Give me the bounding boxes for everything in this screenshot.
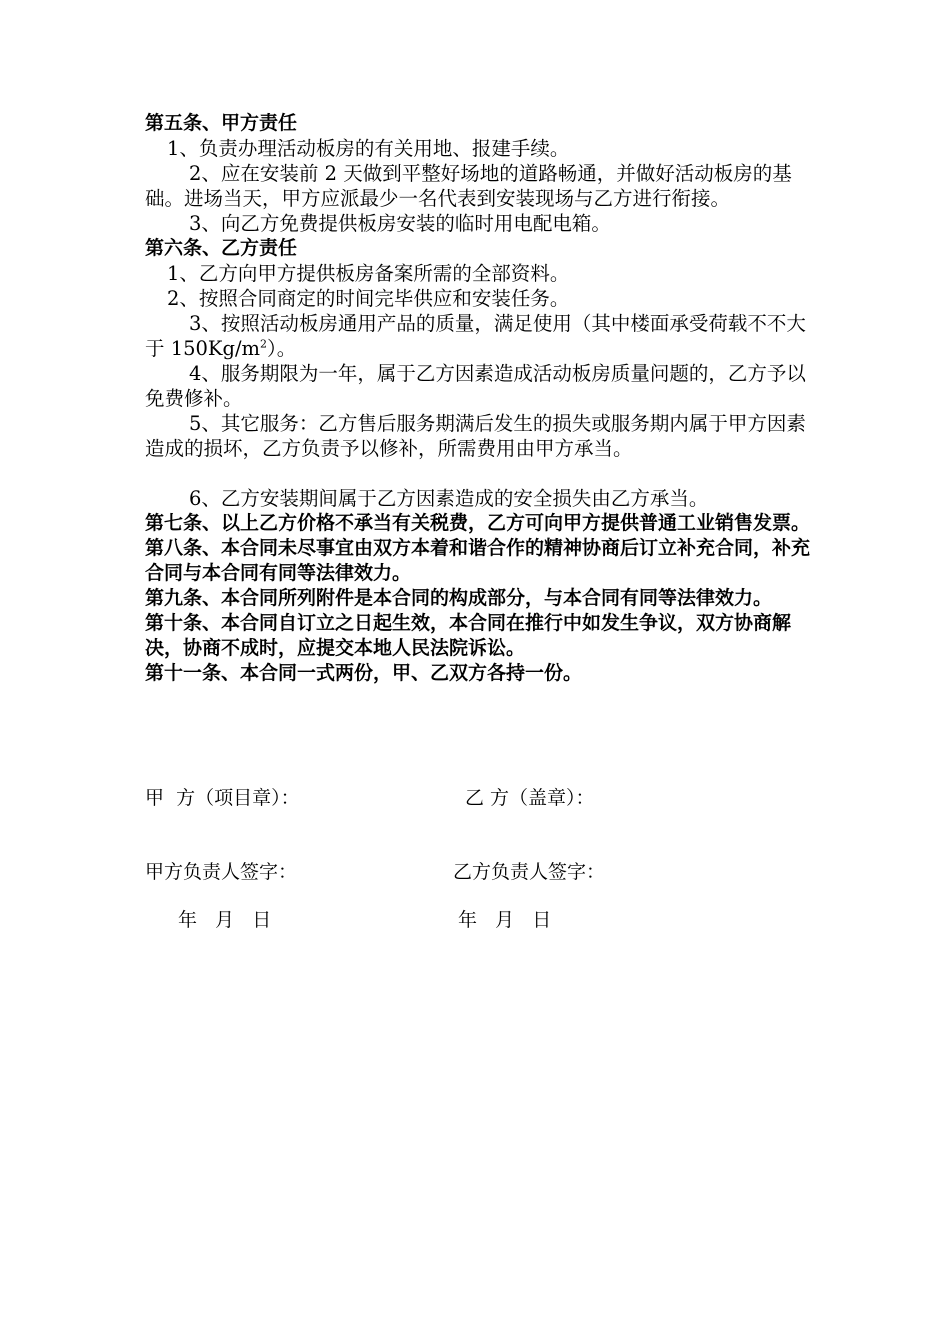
article-5-item-1: 1、负责办理活动板房的有关用地、报建手续。: [167, 137, 570, 160]
article-5-item-3: 3、向乙方免费提供板房安装的临时用电配电箱。: [189, 212, 611, 235]
article-9: 第九条、本合同所列附件是本合同的构成部分，与本合同有同等法律效力。: [145, 587, 773, 609]
party-a-signature-label: 甲方负责人签字：: [145, 861, 298, 883]
article-5-item-2: 2、应在安装前 2 天做到平整好场地的道路畅通，并做好活动板房的基础。进场当天，甲方应派最少一名代表到安装现场与乙方进行衔接。: [145, 162, 792, 210]
blank-line: [145, 461, 810, 486]
party-a-seal-label: 甲 方（项目章）：: [145, 787, 300, 809]
article-6-heading: 第六条、乙方责任: [145, 237, 298, 259]
article-6-item-2: 2、按照合同商定的时间完毕供应和安装任务。: [167, 287, 570, 310]
party-b-date: 年 月 日: [458, 909, 552, 931]
contract-body: [145, 111, 810, 686]
article-6-item-3-text: 3、按照活动板房通用产品的质量，满足使用（其中楼面承受荷载不不大于 150Kg/m: [145, 312, 806, 360]
article-6-item-3: [145, 311, 810, 361]
article-10: 第十条、本合同自订立之日起生效，本合同在推行中如发生争议，双方协商解决，协商不成时，应提交本地人民法院诉讼。: [145, 612, 792, 659]
party-b-seal-label: 乙 方（盖章）：: [465, 787, 595, 809]
article-6-item-3-end: ）。: [267, 337, 297, 360]
article-7: 第七条、以上乙方价格不承当有关税费，乙方可向甲方提供普通工业销售发票。: [145, 512, 811, 534]
article-6-item-6: 6、乙方安装期间属于乙方因素造成的安全损失由乙方承当。: [189, 487, 709, 510]
article-6-item-5: 5、其它服务：乙方售后服务期满后发生的损失或服务期内属于甲方因素造成的损坏，乙方负责予以修补，所需费用由甲方承当。: [145, 412, 806, 460]
party-a-date: 年 月 日: [178, 909, 272, 931]
article-6-item-4: 4、服务期限为一年，属于乙方因素造成活动板房质量问题的，乙方予以免费修补。: [145, 362, 806, 410]
article-11: 第十一条、本合同一式两份，甲、乙双方各持一份。: [145, 662, 583, 684]
article-6-item-1: 1、乙方向甲方提供板房备案所需的全部资料。: [167, 262, 570, 285]
party-b-signature-label: 乙方负责人签字：: [453, 861, 606, 883]
superscript-2: 2: [260, 337, 268, 351]
article-5-heading: 第五条、甲方责任: [145, 112, 298, 134]
article-8: 第八条、本合同未尽事宜由双方本着和谐合作的精神协商后订立补充合同，补充合同与本合同有同等法律效力。: [145, 537, 811, 584]
